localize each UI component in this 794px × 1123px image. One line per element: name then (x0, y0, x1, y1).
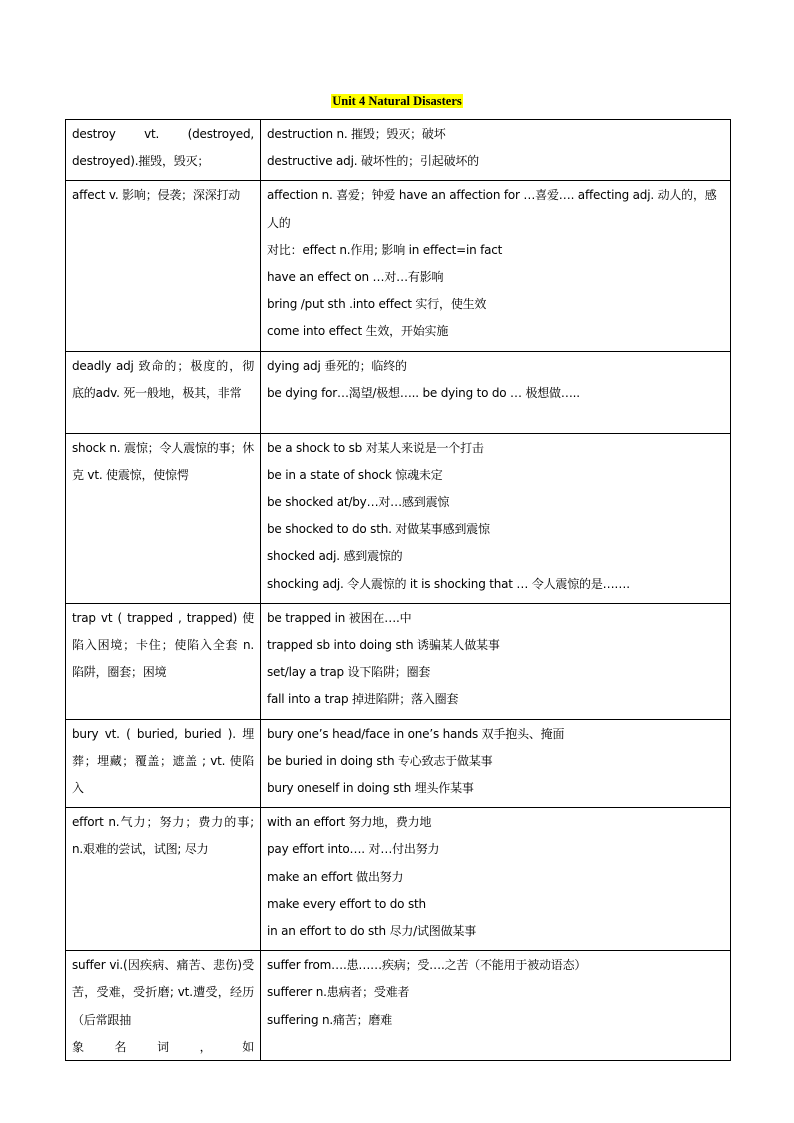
phrase-line: be shocked to do sth. 对做某事感到震惊 (267, 522, 490, 537)
page-title-text: Unit 4 Natural Disasters (332, 94, 462, 108)
phrases-cell (261, 951, 731, 1061)
phrase-line: affection n. 喜爱；钟爱 have an affection for …喜爱…. affecting adj. 动人的，感人的 (267, 188, 717, 230)
headword-cell (66, 808, 261, 951)
headword-text: trap vt ( trapped , trapped) 使陷入困境；卡住；使陷入全套 n. 陷阱，圈套；困境 (72, 610, 254, 680)
phrase-line: destruction n. 摧毁；毁灭；破坏 (267, 127, 446, 141)
headword-text: affect v. 影响；侵袭；深深打动 (72, 188, 241, 203)
phrases-cell (261, 351, 731, 433)
phrase-line: be shocked at/by…对…感到震惊 (267, 495, 450, 510)
phrase-line: be in a state of shock 惊魂未定 (267, 467, 443, 482)
table-row (66, 719, 731, 808)
phrases-cell (261, 603, 731, 719)
phrase-line: trapped sb into doing sth 诱骗某人做某事 (267, 638, 500, 653)
headword-text: shock n. 震惊；令人震惊的事；休克 vt. 使震惊，使惊愕 (72, 440, 254, 482)
table-row (66, 351, 731, 433)
phrases-cell (261, 719, 731, 808)
phrase-line: sufferer n.患病者；受难者 (267, 985, 410, 1000)
phrase-line: set/lay a trap 设下陷阱；圈套 (267, 665, 431, 680)
phrase-line: make an effort 做出努力 (267, 869, 404, 884)
headword-text: destroy vt. (destroyed, destroyed).摧毁，毁灭； (72, 127, 254, 169)
vocabulary-table (65, 119, 731, 1061)
headword-cell (66, 603, 261, 719)
phrase-line: suffer from….患……疾病；受….之苦（不能用于被动语态） (267, 958, 587, 973)
phrase-line: 对比：effect n.作用; 影响 in effect=in fact (267, 242, 503, 257)
headword-text: effort n.气力；努力；费力的事; n.艰难的尝试，试图; 尽力 (72, 815, 254, 857)
headword-cell (66, 120, 261, 181)
headword-text: suffer vi.(因疾病、痛苦、悲伤)受苦，受难，受折磨; vt.遭受，经历（后常跟抽 (72, 958, 254, 1027)
table-row (66, 951, 731, 1061)
phrases-cell (261, 433, 731, 603)
page-title (0, 94, 794, 109)
table-row (66, 808, 731, 951)
phrase-line: destructive adj. 破坏性的；引起破坏的 (267, 154, 479, 169)
table-row (66, 603, 731, 719)
headword-cell (66, 181, 261, 351)
headword-cell (66, 351, 261, 433)
headword-text: deadly adj 致命的；极度的，彻底的adv. 死一般地，极其，非常 (72, 358, 254, 400)
phrase-line: be a shock to sb 对某人来说是一个打击 (267, 440, 484, 455)
table-row (66, 433, 731, 603)
phrase-line: bring /put sth .into effect 实行，使生效 (267, 297, 487, 312)
phrase-line: with an effort 努力地，费力地 (267, 815, 432, 830)
headword-cell (66, 433, 261, 603)
phrase-line: shocking adj. 令人震惊的 it is shocking that … 令人震惊的是……. (267, 576, 630, 591)
phrase-line: pay effort into…. 对…付出努力 (267, 842, 440, 857)
phrase-line: bury one’s head/face in one’s hands 双手抱头、掩面 (267, 726, 565, 741)
phrase-line: bury oneself in doing sth 埋头作某事 (267, 781, 474, 796)
phrase-line: make every effort to do sth (267, 896, 426, 911)
table-row (66, 181, 731, 351)
phrase-line: have an effect on …对…有影响 (267, 270, 444, 285)
phrase-line: in an effort to do sth 尽力/试图做某事 (267, 924, 477, 939)
phrase-line: shocked adj. 感到震惊的 (267, 549, 403, 564)
phrase-line: be buried in doing sth 专心致志于做某事 (267, 753, 493, 768)
headword-cell (66, 719, 261, 808)
phrase-line: come into effect 生效，开始实施 (267, 324, 449, 339)
phrase-line: be trapped in 被困在….中 (267, 610, 412, 625)
phrases-cell (261, 120, 731, 181)
phrase-line: be dying for…渴望/极想….. be dying to do … 极想做….. (267, 385, 580, 400)
phrase-line: fall into a trap 掉进陷阱；落入圈套 (267, 692, 459, 707)
phrase-line: suffering n.痛苦；磨难 (267, 1012, 393, 1027)
phrase-line: dying adj 垂死的；临终的 (267, 358, 407, 373)
phrases-cell (261, 181, 731, 351)
phrases-cell (261, 808, 731, 951)
headword-cell (66, 951, 261, 1061)
table-row (66, 120, 731, 181)
headword-text: bury vt. ( buried, buried ). 埋葬；埋藏；覆盖；遮盖 ; vt. 使陷入 (72, 726, 254, 796)
headword-text-truncated: 象 名 词 ， 如 (72, 1039, 254, 1054)
